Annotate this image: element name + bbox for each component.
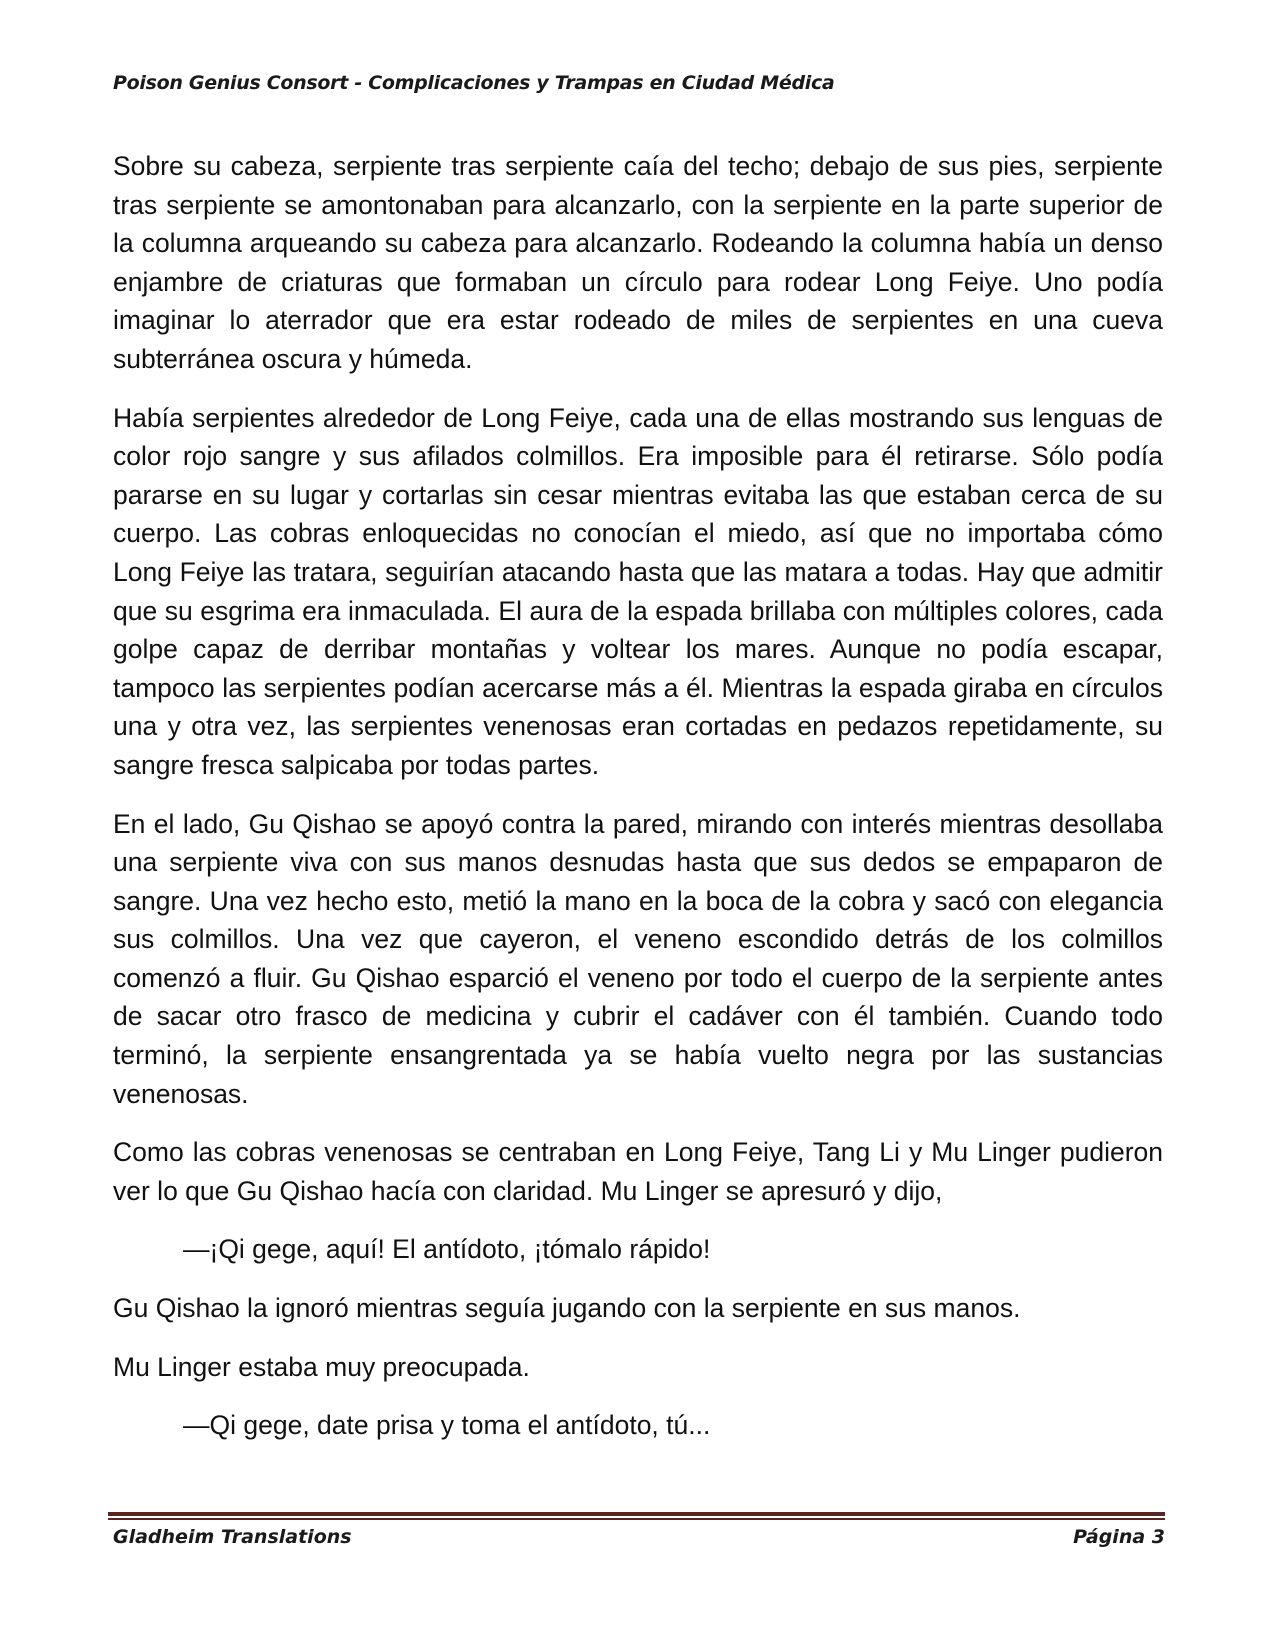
footer-publisher: Gladheim Translations <box>113 1526 352 1548</box>
paragraph: Sobre su cabeza, serpiente tras serpiente caía del techo; debajo de sus pies, serpiente tras serpiente se amontonaban para alcanzarlo, con la serpiente en la parte superior de la columna arqueando su cabeza para alcanzarlo. Rodeando la columna había un denso enjambre de criaturas que formaban un círculo para rodear Long Feiye. Uno podía imaginar lo aterrador que era estar rodeado de miles de serpientes en una cueva subterránea oscura y húmeda. <box>113 151 1163 374</box>
footer-divider <box>108 1512 1165 1520</box>
page-header-title: Poison Genius Consort - Complicaciones y Trampas en Ciudad Médica <box>113 72 835 94</box>
paragraph: Gu Qishao la ignoró mientras seguía jugando con la serpiente en sus manos. <box>113 1293 1021 1324</box>
document-body <box>113 147 1163 1465</box>
paragraph: En el lado, Gu Qishao se apoyó contra la pared, mirando con interés mientras desollaba una serpiente viva con sus manos desnudas hasta que sus dedos se empaparon de sangre. Una vez hecho esto, metió la mano en la boca de la cobra y sacó con elegancia sus colmillos. Una vez que cayeron, el veneno escondido detrás de los colmillos comenzó a fluir. Gu Qishao esparció el veneno por todo el cuerpo de la serpiente antes de sacar otro frasco de medicina y cubrir el cadáver con él también. Cuando todo terminó, la serpiente ensangrentada ya se había vuelto negra por las sustancias venenosas. <box>113 808 1163 1109</box>
paragraph: Mu Linger estaba muy preocupada. <box>113 1351 530 1382</box>
page-number: Página 3 <box>1073 1526 1165 1548</box>
paragraph: Había serpientes alrededor de Long Feiye, cada una de ellas mostrando sus lenguas de color rojo sangre y sus afilados colmillos. Era imposible para él retirarse. Sólo podía pararse en su lugar y cortarlas sin cesar mientras evitaba las que estaban cerca de su cuerpo. Las cobras enloquecidas no conocían el miedo, así que no importaba cómo Long Feiye las tratara, seguirían atacando hasta que las matara a todas. Hay que admitir que su esgrima era inmaculada. El aura de la espada brillaba con múltiples colores, cada golpe capaz de derribar montañas y voltear los mares. Aunque no podía escapar, tampoco las serpientes podían acercarse más a él. Mientras la espada giraba en círculos una y otra vez, las serpientes venenosas eran cortadas en pedazos repetidamente, su sangre fresca salpicaba por todas partes. <box>113 402 1163 780</box>
dialogue-line: —Qi gege, date prisa y toma el antídoto, tú... <box>183 1410 711 1441</box>
dialogue-line: —¡Qi gege, aquí! El antídoto, ¡tómalo rápido! <box>183 1234 711 1265</box>
paragraph: Como las cobras venenosas se centraban en Long Feiye, Tang Li y Mu Linger pudieron ver lo que Gu Qishao hacía con claridad. Mu Linger se apresuró y dijo, <box>113 1137 1163 1206</box>
